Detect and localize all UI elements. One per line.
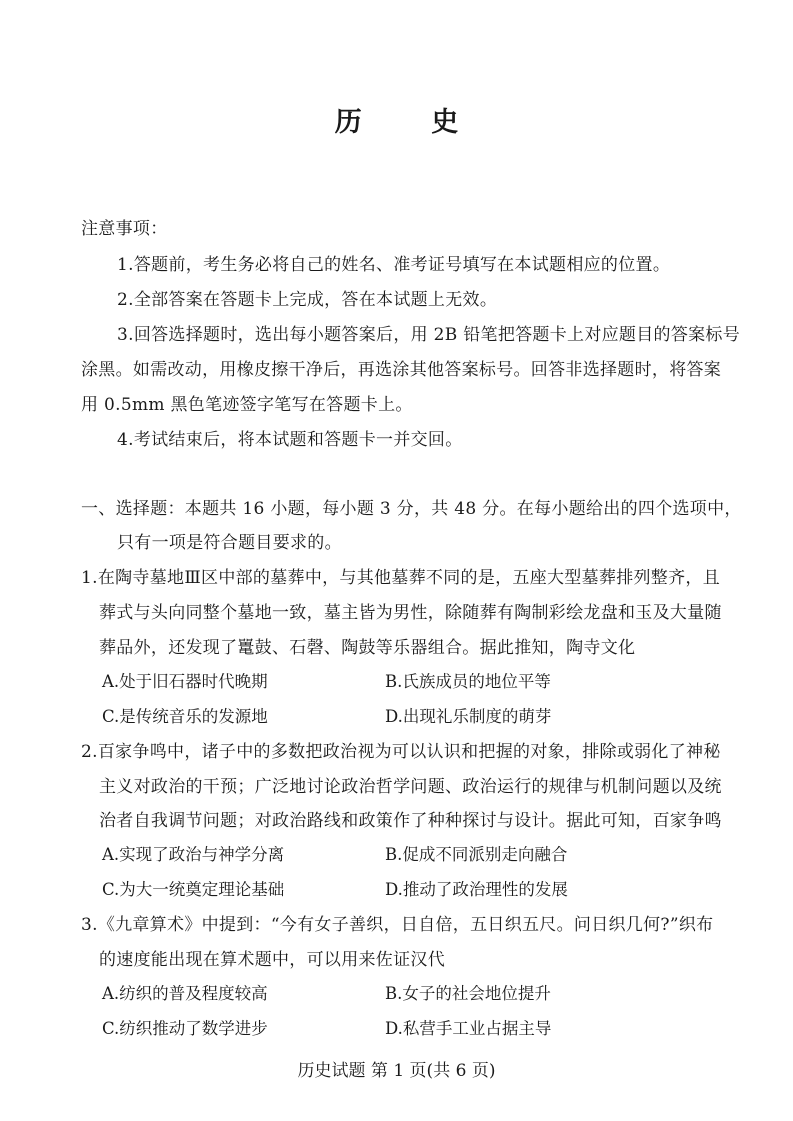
question-3-option-c[interactable]: C.纺织推动了数学进步 bbox=[102, 1019, 268, 1038]
section-heading-cont: 只有一项是符合题目要求的。 bbox=[117, 533, 342, 553]
question-2-option-b[interactable]: B.促成不同派别走向融合 bbox=[385, 845, 568, 864]
notice-item: 4.考试结束后，将本试题和答题卡一并交回。 bbox=[117, 430, 463, 450]
notice-item: 3.回答选择题时，选出每小题答案后，用 2B 铅笔把答题卡上对应题目的答案标号 bbox=[117, 325, 741, 345]
question-1-line: 葬品外，还发现了鼍鼓、石磬、陶鼓等乐器组合。据此推知，陶寺文化 bbox=[99, 638, 636, 658]
question-1-option-d[interactable]: D.出现礼乐制度的萌芽 bbox=[385, 707, 552, 726]
section-heading: 一、选择题：本题共 16 小题，每小题 3 分，共 48 分。在每小题给出的四个选项中， bbox=[81, 499, 742, 519]
question-1-option-c[interactable]: C.是传统音乐的发源地 bbox=[102, 707, 268, 726]
question-2-line: 治者自我调节问题；对政治路线和政策作了种种探讨与设计。据此可知，百家争鸣 bbox=[99, 811, 722, 831]
notice-item: 用 0.5mm 黑色笔迹签字笔写在答题卡上。 bbox=[81, 395, 413, 415]
question-3-line: 3.《九章算术》中提到：“今有女子善织，日自倍，五日织五尺。问日织几何?”织布 bbox=[81, 915, 714, 935]
question-2-option-c[interactable]: C.为大一统奠定理论基础 bbox=[102, 880, 285, 899]
question-3-line: 的速度能出现在算术题中，可以用来佐证汉代 bbox=[99, 950, 445, 970]
question-1-option-b[interactable]: B.氏族成员的地位平等 bbox=[385, 672, 551, 691]
question-1-line: 葬式与头向同整个墓地一致，墓主皆为男性，除随葬有陶制彩绘龙盘和玉及大量随 bbox=[99, 603, 722, 623]
question-2-option-d[interactable]: D.推动了政治理性的发展 bbox=[385, 880, 568, 899]
question-3-option-a[interactable]: A.纺织的普及程度较高 bbox=[102, 984, 268, 1003]
page-footer: 历史试题 第 1 页(共 6 页) bbox=[297, 1061, 496, 1081]
question-2-option-a[interactable]: A.实现了政治与神学分离 bbox=[102, 845, 285, 864]
question-1-option-a[interactable]: A.处于旧石器时代晚期 bbox=[102, 672, 268, 691]
notice-item: 涂黑。如需改动，用橡皮擦干净后，再选涂其他答案标号。回答非选择题时，将答案 bbox=[81, 360, 722, 380]
question-2-line: 2.百家争鸣中，诸子中的多数把政治视为可以认识和把握的对象，排除或弱化了神秘 bbox=[81, 742, 721, 762]
question-1-line: 1.在陶寺墓地Ⅲ区中部的墓葬中，与其他墓葬不同的是，五座大型墓葬排列整齐，且 bbox=[81, 568, 721, 588]
question-2-line: 主义对政治的干预；广泛地讨论政治哲学问题、政治运行的规律与机制问题以及统 bbox=[99, 777, 722, 797]
notice-item: 1.答题前，考生务必将自己的姓名、准考证号填写在本试题相应的位置。 bbox=[117, 255, 671, 275]
notice-heading: 注意事项： bbox=[81, 219, 168, 239]
question-3-option-d[interactable]: D.私营手工业占据主导 bbox=[385, 1019, 552, 1038]
page-title: 历 史 bbox=[334, 107, 489, 138]
question-3-option-b[interactable]: B.女子的社会地位提升 bbox=[385, 984, 551, 1003]
notice-item: 2.全部答案在答题卡上完成，答在本试题上无效。 bbox=[117, 290, 498, 310]
